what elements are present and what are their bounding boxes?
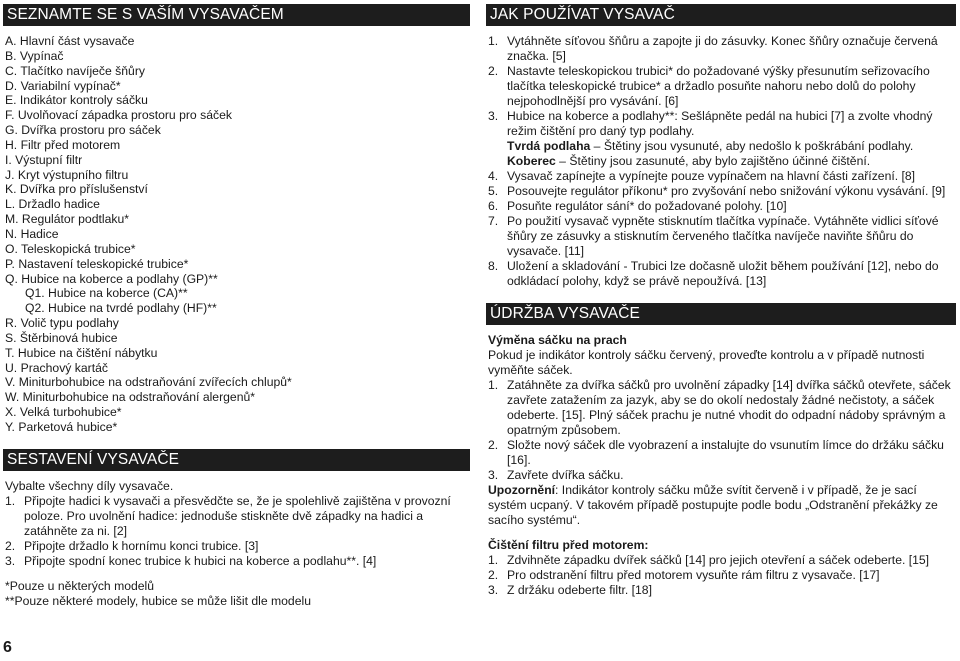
warning-label: Upozornění: [488, 483, 556, 497]
step-text: Zatáhněte za dvířka sáčků pro uvolnění západky [14] dvířka sáčků otevřete, sáček zavřete zatažením za jazyk, aby se do okolí nedostaly žádné nečistoty, a sáček odeberte. [15]. Plný sáček prachu je nutné vhodit do odpadní nádoby správným a opatrným způsobem.: [507, 378, 951, 437]
step-number: 1.: [5, 493, 16, 508]
footnote-double-asterisk: **Pouze některé modely, hubice se může lišit dle modelu: [5, 593, 311, 608]
bag-step: [486, 378, 956, 438]
step-text: Nastavte teleskopickou trubici* do požadované výšky přesunutím seřizovacího tlačítka teleskopické trubice* a držadlo posuňte nahoru nebo dolů do polohy nejpohodlnější pro vysávání. [6]: [507, 64, 930, 108]
part-item: W. Miniturbohubice na odstraňování alergenů*: [5, 390, 255, 405]
assembly-step: [3, 539, 470, 554]
part-item: A. Hlavní část vysavače: [5, 34, 135, 48]
hard-floor-text: – Štětiny jsou vysunuté, aby nedošlo k poškrábání podlahy.: [590, 139, 914, 153]
step-text: Uložení a skladování - Trubici lze dočasně uložit během používání [12], nebo do odkládací polohy, když se právě nepoužívá. [13]: [507, 259, 939, 288]
bag-replacement-title: Výměna sáčku na prach: [488, 333, 627, 347]
step-text: Složte nový sáček dle vyobrazení a instalujte do vsunutím límce do držáku sáčku [16].: [507, 438, 944, 467]
bag-step: [486, 438, 956, 468]
assembly-step: [3, 494, 470, 539]
assembly-intro: Vybalte všechny díly vysavače.: [5, 478, 174, 493]
step-number: 6.: [488, 199, 499, 213]
step-number: 1.: [488, 34, 499, 48]
bag-replacement-intro: Pokud je indikátor kontroly sáčku červený, proveďte kontrolu a v případě nutnosti vyměňte sáček.: [488, 348, 925, 377]
part-item: L. Držadlo hadice: [5, 197, 100, 212]
step-number: 4.: [488, 169, 499, 183]
step-text: Připojte spodní konec trubice k hubici na koberce a podlahu**. [4]: [24, 553, 377, 568]
page-number: 6: [3, 639, 12, 656]
usage-step: [486, 184, 956, 199]
part-item: B. Vypínač: [5, 48, 64, 63]
part-item: P. Nastavení teleskopické trubice*: [5, 256, 189, 271]
step-number: 1.: [488, 378, 499, 392]
step-text: Připojte hadici k vysavači a přesvědčte se, že je spolehlivě zajištěna v provozní poloze. Pro uvolnění hadice: jednoduše stiskněte dvě západky na hadici a zatáhněte za ni. [2]: [24, 493, 451, 538]
step-text: Zdvihněte západku dvířek sáčků [14] pro jejich otevření a sáček odeberte. [15]: [507, 553, 930, 567]
part-item: Q1. Hubice na koberce (CA)**: [25, 286, 188, 301]
step-number: 8.: [488, 259, 499, 273]
section-header-how-to-use: JAK POUŽÍVAT VYSAVAČ: [486, 4, 956, 26]
usage-step: [486, 214, 956, 259]
part-item: J. Kryt výstupního filtru: [5, 167, 129, 182]
step-number: 3.: [488, 583, 499, 597]
part-item: M. Regulátor podtlaku*: [5, 212, 129, 227]
step-text: Pro odstranění filtru před motorem vysuňte rám filtru z vysavače. [17]: [507, 568, 880, 582]
step-text: Vytáhněte síťovou šňůru a zapojte ji do zásuvky. Konec šňůry označuje červená značka. [5]: [507, 34, 938, 63]
carpet-text: – Štětiny jsou zasunuté, aby bylo zajištěno účinné čištění.: [555, 154, 871, 168]
section-header-know-your-vacuum: SEZNAMTE SE S VAŠÍM VYSAVAČEM: [3, 4, 470, 26]
step-number: 2.: [488, 64, 499, 78]
part-item: I. Výstupní filtr: [5, 152, 83, 167]
part-item: Q2. Hubice na tvrdé podlahy (HF)**: [25, 301, 217, 316]
part-item: Y. Parketová hubice*: [5, 419, 118, 434]
step-number: 2.: [5, 538, 16, 553]
left-column: [3, 4, 470, 609]
hard-floor-mode: [486, 139, 956, 154]
parts-list: [3, 34, 470, 435]
step-text: Připojte držadlo k hornímu konci trubice. [3]: [24, 538, 259, 553]
step-number: 2.: [488, 438, 499, 452]
step-text: Zavřete dvířka sáčku.: [507, 468, 624, 482]
footnote-single-asterisk: *Pouze u některých modelů: [5, 578, 155, 593]
usage-step: [486, 259, 956, 289]
filter-step: [486, 553, 956, 568]
step-text: Z držáku odeberte filtr. [18]: [507, 583, 652, 597]
step-text: Hubice na koberce a podlahy**: Sešlápněte pedál na hubici [7] a zvolte vhodný režim čištění pro daný typ podlahy.: [507, 109, 933, 138]
usage-step: [486, 34, 956, 64]
part-item: K. Dvířka pro příslušenství: [5, 182, 148, 197]
step-text: Posouvejte regulátor příkonu* pro zvyšování nebo snižování výkonu vysávání. [9]: [507, 184, 946, 198]
usage-step: [486, 109, 956, 139]
section-header-maintenance: ÚDRŽBA VYSAVAČE: [486, 303, 956, 325]
part-item: E. Indikátor kontroly sáčku: [5, 93, 148, 108]
usage-step: [486, 64, 956, 109]
step-number: 1.: [488, 553, 499, 567]
assembly-step: [3, 554, 470, 569]
part-item: D. Variabilní vypínač*: [5, 78, 121, 93]
part-item: C. Tlačítko navíječe šňůry: [5, 63, 145, 78]
part-item: U. Prachový kartáč: [5, 360, 108, 375]
part-item: G. Dvířka prostoru pro sáček: [5, 123, 161, 138]
part-item: H. Filtr před motorem: [5, 137, 121, 152]
part-item: N. Hadice: [5, 226, 59, 241]
hard-floor-label: Tvrdá podlaha: [507, 139, 591, 153]
step-number: 3.: [488, 109, 499, 123]
step-number: 3.: [488, 468, 499, 482]
step-number: 2.: [488, 568, 499, 582]
part-item: O. Teleskopická trubice*: [5, 241, 136, 256]
step-number: 3.: [5, 553, 16, 568]
filter-step: [486, 568, 956, 583]
carpet-mode: [486, 154, 956, 169]
step-number: 5.: [488, 184, 499, 198]
filter-cleaning-title: Čištění filtru před motorem:: [488, 538, 649, 552]
step-number: 7.: [488, 214, 499, 228]
part-item: X. Velká turbohubice*: [5, 405, 122, 420]
part-item: T. Hubice na čištění nábytku: [5, 345, 158, 360]
section-header-assembly: SESTAVENÍ VYSAVAČE: [3, 449, 470, 471]
warning-note: [486, 483, 956, 528]
usage-step: [486, 199, 956, 214]
step-text: Po použití vysavač vypněte stisknutím tlačítka vypínače. Vytáhněte vidlici síťové šňůry ze zásuvky a stisknutím červeného tlačítka navíječe naviňte šňůru do vysavače. [11]: [507, 214, 939, 258]
warning-text: : Indikátor kontroly sáčku může svítit červeně i v případě, že je sací systém ucpaný. V takovém případě postupujte podle bodu „Odstranění překážky ze sacího systému“.: [488, 483, 938, 527]
part-item: Q. Hubice na koberce a podlahy (GP)**: [5, 271, 218, 286]
part-item: F. Uvolňovací západka prostoru pro sáček: [5, 108, 232, 123]
usage-step: [486, 169, 956, 184]
right-column: [486, 4, 956, 598]
part-item: R. Volič typu podlahy: [5, 316, 119, 331]
step-text: Vysavač zapínejte a vypínejte pouze vypínačem na hlavní části zařízení. [8]: [507, 169, 916, 183]
carpet-label: Koberec: [507, 154, 556, 168]
part-item: V. Miniturbohubice na odstraňování zvířecích chlupů*: [5, 375, 292, 390]
part-item: S. Štěrbinová hubice: [5, 330, 118, 345]
bag-step: [486, 468, 956, 483]
filter-step: [486, 583, 956, 598]
step-text: Posuňte regulátor sání* do požadované polohy. [10]: [507, 199, 787, 213]
